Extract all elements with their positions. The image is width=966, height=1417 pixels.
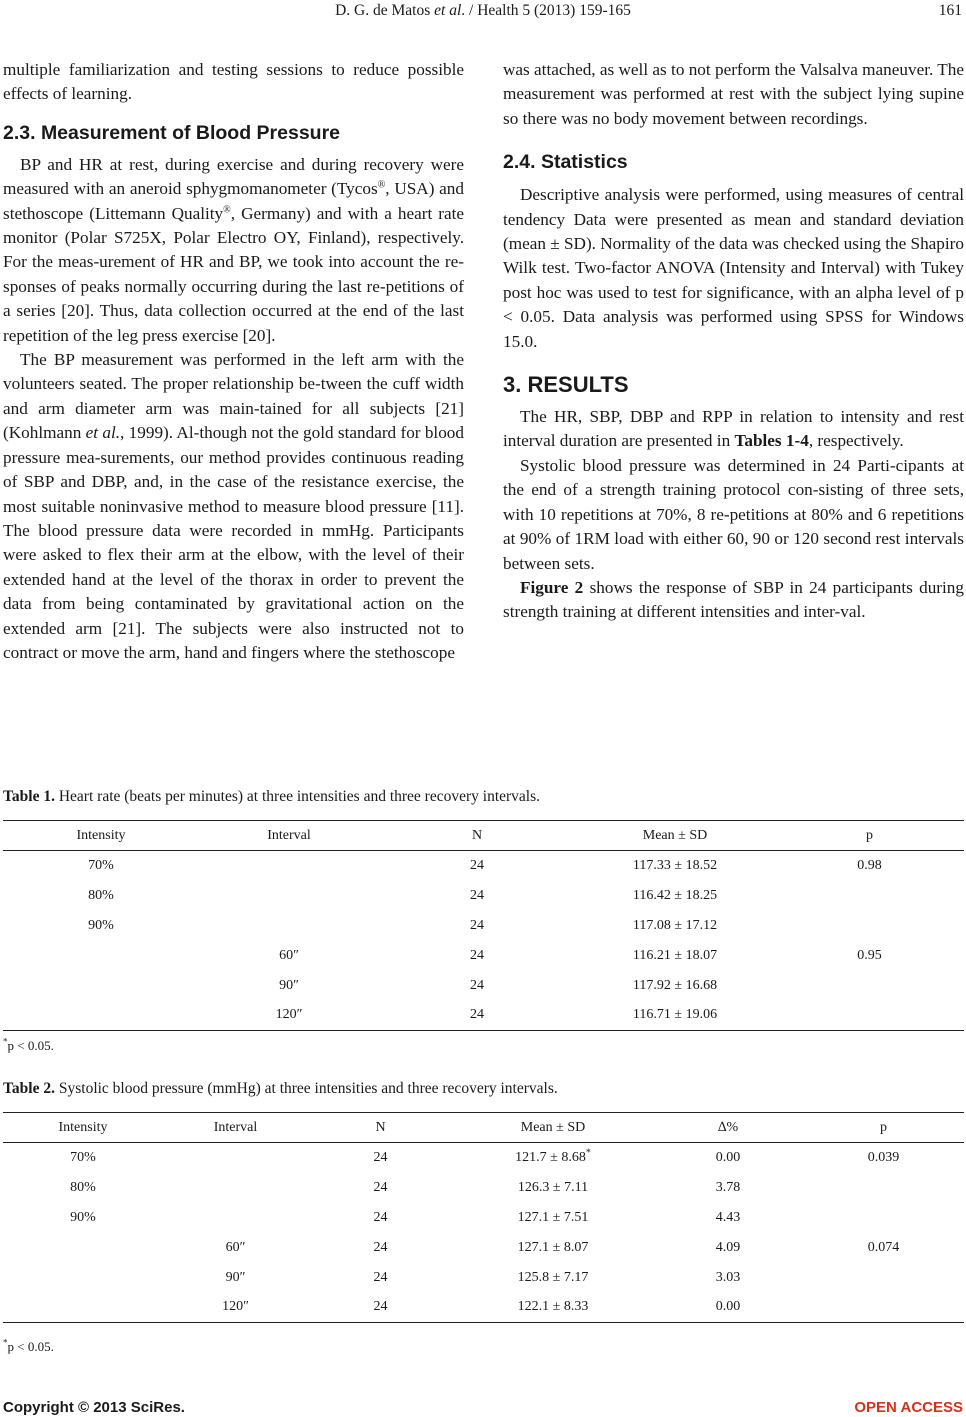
table-cell [803, 1263, 964, 1293]
table-cell: 122.1 ± 8.33 [453, 1293, 653, 1323]
table2-header-cell: ∆% [653, 1113, 803, 1143]
table-row [3, 911, 964, 941]
paragraph-bp-procedure: The BP measurement was performed in the left arm with the volunteers seated. The proper relationship be-tween the cuff width and arm diameter arm was main-tained for all subjects [21] (Kohlmann et al., 1999). Al-though not the gold standard for blood pressure mea-surements, our method provides continuous reading of SBP and DBP, and, in the case of the resistance exercise, the most suitable noninvasive method to measure blood pressure [11]. The blood pressure data were recorded in mmHg. Participants were asked to flex their arm at the elbow, with the level of their extended hand at the level of the thorax in order to prevent the data from being contaminated by gravitational action on the extended arm [21]. The subjects were also instructed not to contract or move the arm, hand and fingers where the stethoscope [3, 350, 464, 662]
table-cell: 24 [470, 917, 484, 933]
table-row [3, 1233, 964, 1263]
table-cell: 80% [88, 887, 114, 903]
table-cell: 24 [308, 1293, 453, 1323]
table1-header-cell: p [775, 821, 964, 851]
table-cell [199, 851, 379, 881]
table-cell: 70% [70, 1149, 96, 1165]
table-cell: 4.09 [715, 1239, 741, 1255]
table-cell: 60″ [225, 1239, 246, 1255]
table-cell: 24 [470, 977, 484, 993]
page-number: 161 [938, 2, 962, 19]
table-cell: 24 [373, 1209, 388, 1225]
table-cell: 24 [373, 1269, 388, 1285]
table2-caption: Table 2. Systolic blood pressure (mmHg) at three intensities and three recovery intervals. [3, 1080, 558, 1097]
table-cell [803, 1203, 964, 1233]
table-row [3, 1143, 964, 1173]
open-access-label: OPEN ACCESS [854, 1399, 963, 1416]
table-cell: 24 [373, 1239, 388, 1255]
table-cell: 24 [470, 887, 484, 903]
section-heading-results: 3. RESULTS [503, 372, 629, 398]
table-row [3, 1001, 964, 1031]
table1-footnote: *p < 0.05. [3, 1036, 54, 1053]
table-cell: 3.78 [715, 1179, 741, 1195]
table-cell: 24 [373, 1149, 388, 1165]
table-row [3, 881, 964, 911]
table1-header-cell: Mean ± SD [575, 821, 775, 851]
table-cell: 117.33 ± 18.52 [632, 857, 718, 873]
table-cell [3, 971, 199, 1001]
table-row [3, 971, 964, 1001]
paragraph-continuation: multiple familiarization and testing sessions to reduce possible effects of learning. [3, 60, 464, 104]
table-row [3, 851, 964, 881]
paragraph-continuation-right: was attached, as well as to not perform the Valsalva maneuver. The measurement was performed at rest with the subject lying supine so there was no body movement between recordings. [503, 60, 964, 128]
table-cell [199, 911, 379, 941]
table2-header-cell: Mean ± SD [453, 1113, 653, 1143]
table-cell: 0.00 [653, 1293, 803, 1323]
table1-header-row [3, 821, 964, 851]
table-cell: 90% [70, 1209, 96, 1225]
table-cell [775, 881, 964, 911]
table-cell: 24 [373, 1179, 388, 1195]
table2 [3, 1112, 964, 1323]
table-cell [3, 1263, 163, 1293]
figure-reference: Figure 2 [520, 577, 584, 597]
table2-header-cell: p [803, 1113, 964, 1143]
table-cell [199, 881, 379, 911]
table-cell: 0.98 [857, 857, 882, 873]
header-etal: et al [434, 2, 462, 19]
table-cell: 80% [70, 1179, 96, 1195]
table1 [3, 820, 964, 1031]
table-cell: 126.3 ± 7.11 [517, 1179, 589, 1195]
table-cell: 127.1 ± 8.07 [517, 1239, 589, 1255]
table-cell: 24 [379, 1001, 575, 1031]
table-cell: 120″ [199, 1001, 379, 1031]
table-cell: 24 [470, 857, 484, 873]
table-cell: 0.074 [867, 1239, 900, 1255]
table-row [3, 1263, 964, 1293]
table-cell [163, 1173, 308, 1203]
left-column [3, 58, 464, 665]
paragraph-results-1: The HR, SBP, DBP and RPP in relation to intensity and rest interval duration are presented in Tables 1-4, respectively. [503, 407, 964, 451]
table-cell: 125.8 ± 7.17 [517, 1269, 589, 1285]
table-cell: 0.039 [867, 1149, 900, 1165]
table-cell: 60″ [279, 947, 299, 963]
table-cell: 116.42 ± 18.25 [632, 887, 718, 903]
table-cell [775, 1001, 964, 1031]
table1-caption: Table 1. Heart rate (beats per minutes) at three intensities and three recovery intervals. [3, 788, 541, 805]
table-cell: 127.1 ± 7.51 [517, 1209, 589, 1225]
significance-mark: * [585, 1147, 591, 1159]
table-cell [3, 1293, 163, 1323]
table-cell: 90″ [279, 977, 299, 993]
table-cell: 121.7 ± 8.68* [515, 1147, 591, 1165]
table-cell [3, 1233, 163, 1263]
table-cell: 0.00 [715, 1149, 741, 1165]
table-cell [3, 941, 199, 971]
running-head [0, 2, 966, 20]
table2-footnote: *p < 0.05. [3, 1337, 54, 1354]
table1-header-cell: N [379, 821, 575, 851]
table-cell [3, 1001, 199, 1031]
copyright-notice: Copyright © 2013 SciRes. [3, 1399, 185, 1416]
table-row [3, 1293, 964, 1323]
table-cell [803, 1173, 964, 1203]
table-cell: 120″ [163, 1293, 308, 1323]
paragraph-bp-measurement: BP and HR at rest, during exercise and during recovery were measured with an aneroid sphygmomanometer (Tycos®, USA) and stethoscope (Littemann Quality®, Germany) and with a heart rate monitor (Polar S725X, Polar Electro OY, Finland), respectively. For the meas-urement of HR and BP, we took into account the re-sponses of peaks normally occurring during the last re-petitions of a series [20]. Thus, data collection occurred at the end of the last repetition of the leg press exercise [20]. [3, 154, 464, 345]
table2-header-cell: N [308, 1113, 453, 1143]
table2-header-cell: Interval [163, 1113, 308, 1143]
table-row [3, 1203, 964, 1233]
table-row [3, 1173, 964, 1203]
tables-reference: Tables 1-4 [734, 431, 809, 451]
table2-header-row [3, 1113, 964, 1143]
table-cell: 90% [88, 917, 114, 933]
header-journal: . / Health 5 (2013) 159-165 [461, 2, 631, 19]
table-cell: 24 [470, 947, 484, 963]
table-cell [163, 1203, 308, 1233]
paragraph-statistics: Descriptive analysis were performed, using measures of central tendency Data were presented as mean and standard deviation (mean ± SD). Normality of the data was checked using the Shapiro Wilk test. Two-factor ANOVA (Intensity and Interval) with Tukey post hoc was used to test for significance, with an alpha level of p < 0.05. Data analysis was performed using SPSS for Windows 15.0. [503, 185, 964, 351]
table-cell: 70% [88, 857, 114, 873]
section-heading-statistics: 2.4. Statistics [503, 151, 628, 174]
table-cell: 117.08 ± 17.12 [632, 917, 718, 933]
paragraph-results-3: Figure 2 shows the response of SBP in 24 participants during strength training at different intensities and inter-val. [503, 577, 964, 622]
table-cell [775, 971, 964, 1001]
table-row [3, 941, 964, 971]
table1-header-cell: Interval [199, 821, 379, 851]
table2-header-cell: Intensity [3, 1113, 163, 1143]
table-cell: 0.95 [857, 947, 882, 963]
table1-header-cell: Intensity [3, 821, 199, 851]
right-column [503, 58, 964, 625]
table-cell: 90″ [225, 1269, 246, 1285]
header-authors: D. G. de Matos [335, 2, 435, 19]
table-cell [163, 1143, 308, 1173]
table-cell: 116.21 ± 18.07 [632, 947, 718, 963]
section-heading-blood-pressure: 2.3. Measurement of Blood Pressure [3, 121, 341, 144]
table-cell: 3.03 [715, 1269, 741, 1285]
table-cell: 4.43 [715, 1209, 741, 1225]
table-cell: 116.71 ± 19.06 [575, 1001, 775, 1031]
paragraph-results-2: Systolic blood pressure was determined in 24 Parti-cipants at the end of a strength training protocol con-sisting of three sets, with 10 repetitions at 70%, 8 re-petitions at 80% and 6 repetitions at 90% of 1RM load with either 60, 90 or 120 second rest intervals between sets. [503, 455, 964, 573]
table-cell [775, 911, 964, 941]
table-cell: 117.92 ± 16.68 [632, 977, 718, 993]
table-cell [803, 1293, 964, 1323]
